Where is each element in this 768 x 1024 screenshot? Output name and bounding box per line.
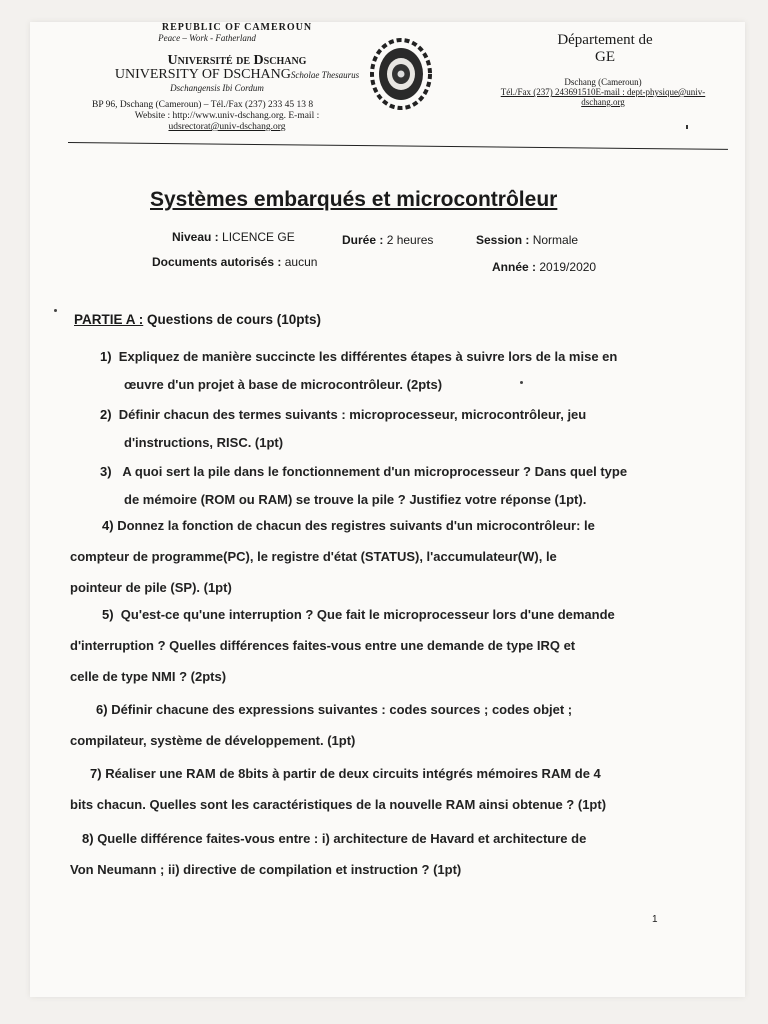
question-line: Définir chacune des expressions suivantes : codes sources ; codes objet ; <box>111 702 573 717</box>
session <box>476 233 578 247</box>
question-line: Qu'est-ce qu'une interruption ? Que fait le microprocesseur lors d'une demande <box>120 607 615 622</box>
question-line: compteur de programme(PC), le registre d'état (STATUS), l'accumulateur(W), le <box>70 549 557 564</box>
duree <box>342 233 433 247</box>
question-line: d'instructions, RISC. (1pt) <box>124 435 284 450</box>
question-line: compilateur, système de développement. (1pt) <box>70 733 356 748</box>
ink-mark <box>686 125 688 129</box>
niveau <box>172 230 295 244</box>
question-8 <box>70 823 674 885</box>
annee <box>492 260 596 274</box>
email-line: udsrectorat@univ-dschang.org <box>168 122 286 132</box>
question-line: A quoi sert la pile dans le fonctionnement d'un microprocesseur ? Dans quel type <box>122 464 628 479</box>
question-line: bits chacun. Quelles sont les caractéristiques de la nouvelle RAM ainsi obtenue ? (1pt) <box>70 797 607 812</box>
question-line: Expliquez de manière succincte les différentes étapes à suivre lors de la mise en <box>118 349 618 364</box>
question-number: 8) <box>82 831 94 846</box>
question-4 <box>70 510 674 603</box>
question-line: œuvre d'un projet à base de microcontrôleur. (2pts) <box>124 377 443 392</box>
niveau-label: Niveau : <box>172 230 219 244</box>
partie-label: PARTIE A : <box>74 312 144 327</box>
question-number: 6) <box>96 702 108 717</box>
university-motto: Scholae Thesaurus <box>290 70 360 80</box>
question-line: Donnez la fonction de chacun des registres suivants d'un microcontrôleur: le <box>117 518 595 533</box>
documents-label: Documents autorisés : <box>152 255 282 269</box>
duree-label: Durée : <box>342 233 384 247</box>
question-number: 2) <box>100 407 112 422</box>
question-6 <box>70 694 674 756</box>
department-title-line2: GE <box>595 49 615 65</box>
question-number: 1) <box>100 349 112 364</box>
documents-value: aucun <box>284 255 318 269</box>
question-number: 7) <box>90 766 102 781</box>
question-line: Définir chacun des termes suivants : microprocesseur, microcontrôleur, jeu <box>118 407 587 422</box>
university-name-fr: Université de Dschang <box>167 53 307 68</box>
question-7 <box>70 758 674 820</box>
question-line: Quelle différence faites-vous entre : i) architecture de Havard et architecture de <box>97 831 587 846</box>
university-name-en <box>92 67 382 83</box>
question-line: Von Neumann ; ii) directive de compilation et instruction ? (1pt) <box>70 862 462 877</box>
university-address <box>92 100 362 133</box>
exam-title <box>150 188 557 212</box>
documents-autorises <box>152 255 317 269</box>
university-name-en-text: UNIVERSITY OF DSCHANG <box>114 67 291 82</box>
question-3 <box>100 456 680 515</box>
ink-speck <box>520 381 523 384</box>
exam-title-text: Systèmes embarqués et microcontrôleur <box>150 188 558 211</box>
department-title-line1: Département de <box>557 32 653 48</box>
university-seal-icon <box>368 36 434 112</box>
question-number: 5) <box>102 607 114 622</box>
question-5 <box>70 599 674 692</box>
university-subtitle: Dschangensis Ibi Cordum <box>170 83 264 93</box>
republic-line: REPUBLIC OF CAMEROUN <box>161 22 313 33</box>
question-line: Réaliser une RAM de 8bits à partir de deux circuits intégrés mémoires RAM de 4 <box>105 766 601 781</box>
department-address <box>478 77 728 107</box>
question-line: celle de type NMI ? (2pts) <box>70 669 227 684</box>
annee-value: 2019/2020 <box>539 260 597 274</box>
question-line: d'interruption ? Quelles différences faites-vous entre une demande de type IRQ et <box>70 638 576 653</box>
website-line: Website : http://www.univ-dschang.org. E-mail : <box>134 111 320 121</box>
ink-speck <box>54 309 57 312</box>
annee-label: Année : <box>492 260 537 274</box>
duree-value: 2 heures <box>386 233 434 247</box>
department-email-domain: dschang.org <box>581 97 625 107</box>
question-2 <box>100 399 680 458</box>
page-number: 1 <box>652 914 658 925</box>
address-line: BP 96, Dschang (Cameroun) – Tél./Fax (237) 233 45 13 8 <box>92 100 314 110</box>
department-contact: Tél./Fax (237) 243691510E-mail : dept-physique@univ- <box>500 87 706 97</box>
department-city: Dschang (Cameroun) <box>564 77 642 87</box>
session-value: Normale <box>532 233 579 247</box>
university-header <box>92 24 382 93</box>
session-label: Session : <box>476 233 530 247</box>
question-line: pointeur de pile (SP). (1pt) <box>70 580 232 595</box>
department-title <box>520 32 690 66</box>
question-number: 4) <box>102 518 114 533</box>
partie-heading <box>74 312 321 327</box>
niveau-value: LICENCE GE <box>222 230 295 244</box>
question-line: de mémoire (ROM ou RAM) se trouve la pile ? Justifiez votre réponse (1pt). <box>124 492 587 507</box>
question-number: 3) <box>100 464 112 479</box>
partie-title: Questions de cours (10pts) <box>147 312 322 327</box>
motto-line: Peace – Work - Fatherland <box>158 33 256 43</box>
question-1 <box>100 341 680 400</box>
